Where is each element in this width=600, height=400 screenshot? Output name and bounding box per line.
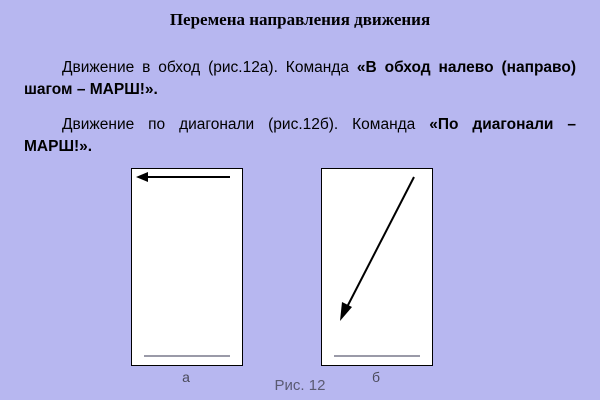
figure-b — [321, 168, 433, 366]
figure-b-drawing — [322, 169, 432, 365]
figure-number-label: Рис. 12 — [274, 377, 326, 394]
figure-a-caption: а — [182, 369, 190, 385]
figure-a — [131, 168, 243, 366]
paragraph-diagonal-text-plain: Движение по диагонали (рис.12б). Команда — [62, 116, 430, 133]
figure-b-caption: б — [371, 369, 381, 385]
paragraph-diagonal — [24, 114, 576, 158]
paragraph-detour-text-bold: «В обход налево (направо) шагом – МАРШ!». — [24, 59, 577, 98]
paragraph-detour-text-plain: Движение в обход (рис.12а). Команда — [62, 59, 357, 76]
paragraph-diagonal-text-bold: «По диагонали – МАРШ!». — [24, 116, 576, 155]
figure-a-drawing — [132, 169, 242, 365]
paragraph-detour — [24, 57, 576, 101]
page-title: Перемена направления движения — [169, 10, 431, 29]
figures-area — [0, 168, 600, 385]
